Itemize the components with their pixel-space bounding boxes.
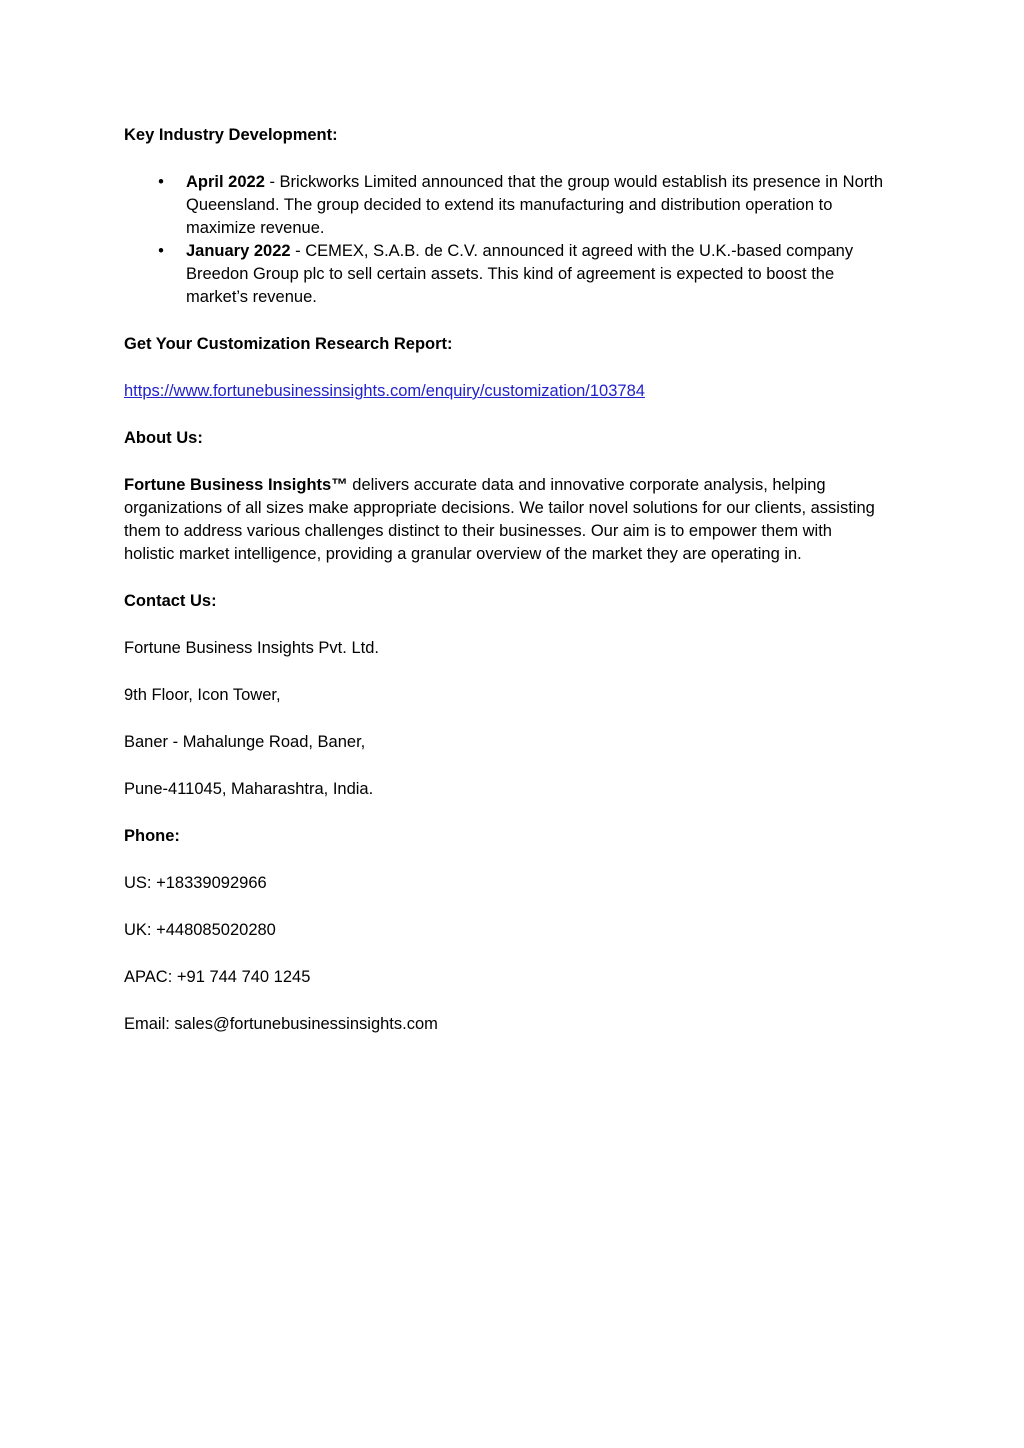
company-name: Fortune Business Insights™ <box>124 476 348 494</box>
customization-link[interactable]: https://www.fortunebusinessinsights.com/enquiry/customization/103784 <box>124 382 645 400</box>
about-heading: About Us: <box>124 429 203 447</box>
bullet-icon: • <box>158 242 164 260</box>
customization-link-paragraph <box>124 380 884 403</box>
development-text: - CEMEX, S.A.B. de C.V. announced it agreed with the U.K.-based company Breedon Group plc to sell certain assets. This kind of agreement is expected to boost the market’s revenue. <box>186 242 854 306</box>
phone-apac: APAC: +91 744 740 1245 <box>124 968 311 986</box>
contact-line-city: Pune-411045, Maharashtra, India. <box>124 780 374 798</box>
contact-line-road: Baner - Mahalunge Road, Baner, <box>124 733 366 751</box>
contact-heading: Contact Us: <box>124 592 217 610</box>
development-date: January 2022 <box>186 242 291 260</box>
phone-heading: Phone: <box>124 827 180 845</box>
about-text: delivers accurate data and innovative corporate analysis, helping organizations of all sizes make appropriate decisions. We tailor novel solutions for our clients, assisting them to address various challenges distinct to their businesses. Our aim is to empower them with holistic market intelligence, providing a granular overview of the market they are operating in. <box>124 476 875 563</box>
list-item <box>124 171 884 240</box>
about-paragraph <box>124 474 884 566</box>
email-line: Email: sales@fortunebusinessinsights.com <box>124 1015 438 1033</box>
key-development-heading: Key Industry Development: <box>124 126 338 144</box>
contact-line-floor: 9th Floor, Icon Tower, <box>124 686 281 704</box>
document-page <box>124 124 884 1036</box>
phone-us: US: +18339092966 <box>124 874 267 892</box>
key-development-list <box>124 171 884 309</box>
bullet-icon: • <box>158 173 164 191</box>
phone-uk: UK: +448085020280 <box>124 921 276 939</box>
development-date: April 2022 <box>186 173 265 191</box>
development-text: - Brickworks Limited announced that the group would establish its presence in North Queensland. The group decided to extend its manufacturing and distribution operation to maximize revenue. <box>186 173 884 237</box>
customization-heading: Get Your Customization Research Report: <box>124 335 453 353</box>
contact-line-company: Fortune Business Insights Pvt. Ltd. <box>124 639 379 657</box>
list-item <box>124 240 884 309</box>
